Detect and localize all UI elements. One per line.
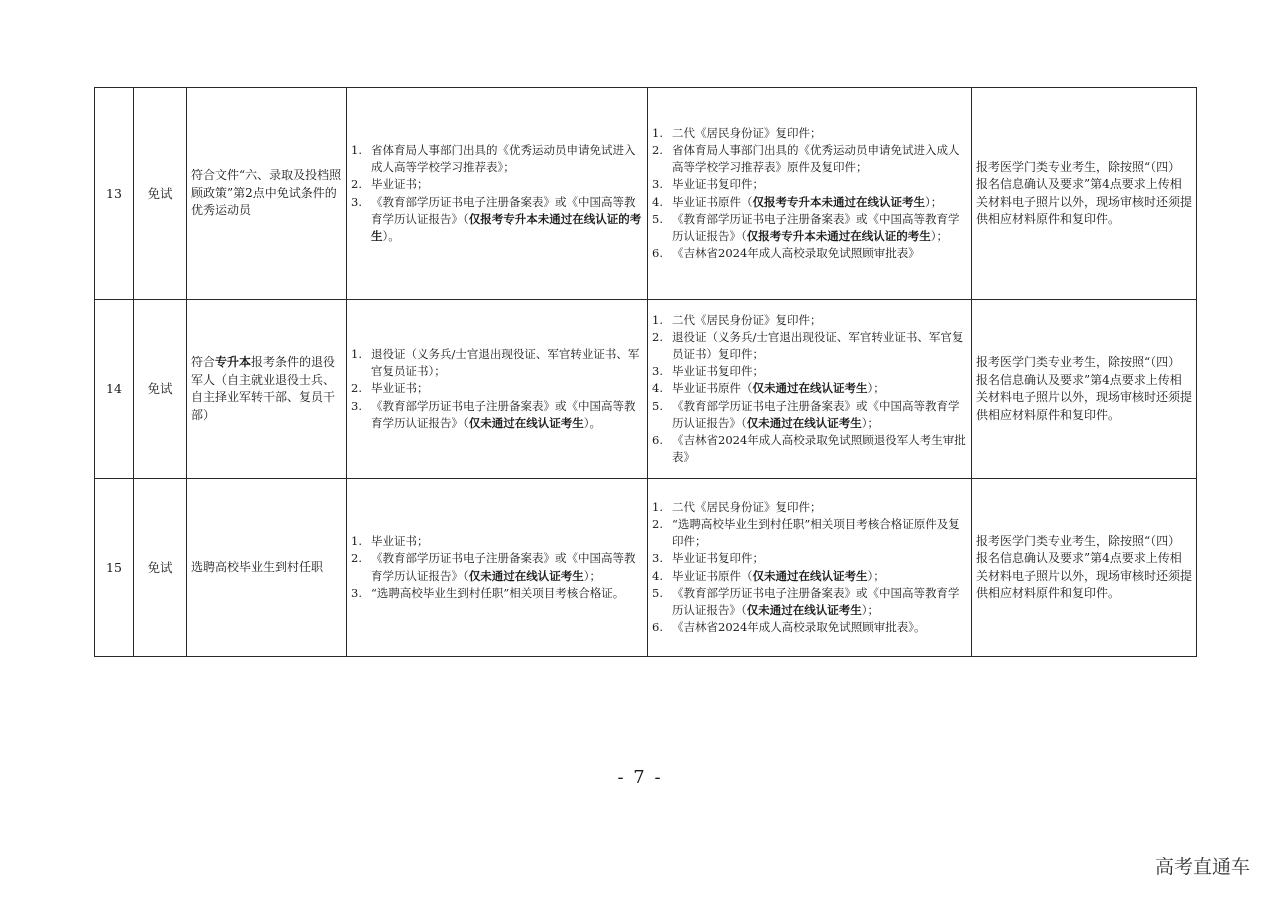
requirements-table <box>94 87 1197 657</box>
list-item: 1. 二代《居民身份证》复印件； <box>652 312 822 327</box>
list-item: 3. 《教育部学历证书电子注册备案表》或《中国高等教育学历认证报告》（仅报考专升本未通过在线认证的考生）。 <box>351 194 642 243</box>
note-cell: 报考医学门类专业考生，除按照“（四）报名信息确认及要求”第4点要求上传相关材料电子照片以外，现场审核时还须提供相应材料原件和复印件。 <box>972 479 1197 657</box>
list-item: 1. 省体育局人事部门出具的《优秀运动员申请免试进入成人高等学校学习推荐表》； <box>351 142 636 175</box>
list-item: 6. 《吉林省2024年成人高校录取免试照顾退役军人考生审批表》 <box>652 433 966 465</box>
onsite-materials-cell <box>648 300 972 479</box>
list-item: 1. 退役证（义务兵/士官退出现役证、军官转业证书、军官复员证书）； <box>351 346 640 379</box>
list-item: 3. 毕业证书复印件； <box>652 364 764 379</box>
list-item: 3. 《教育部学历证书电子注册备案表》或《中国高等教育学历认证报告》（仅未通过在线认证考生）。 <box>351 398 636 430</box>
online-materials-list <box>351 533 643 602</box>
list-item: 3. 毕业证书复印件； <box>652 177 764 192</box>
exam-type: 免试 <box>134 88 187 300</box>
list-item: 2. 退役证（义务兵/士官退出现役证、军官转业证书、军官复员证书）复印件； <box>652 329 964 361</box>
exam-type: 免试 <box>134 300 187 479</box>
list-item: 6. 《吉林省2024年成人高校录取免试照顾审批表》 <box>652 246 920 261</box>
table-row <box>95 300 1197 479</box>
list-item: 6. 《吉林省2024年成人高校录取免试照顾审批表》。 <box>652 620 926 635</box>
list-item: 1. 二代《居民身份证》复印件； <box>652 499 822 514</box>
note-cell: 报考医学门类专业考生，除按照“（四）报名信息确认及要求”第4点要求上传相关材料电子照片以外，现场审核时还须提供相应材料原件和复印件。 <box>972 88 1197 300</box>
list-item: 4. 毕业证书原件（仅未通过在线认证考生）； <box>652 381 885 396</box>
onsite-materials-cell <box>648 479 972 657</box>
note-cell: 报考医学门类专业考生，除按照“（四）报名信息确认及要求”第4点要求上传相关材料电子照片以外，现场审核时还须提供相应材料原件和复印件。 <box>972 300 1197 479</box>
condition-cell: 符合文件“六、录取及投档照顾政策”第2点中免试条件的优秀运动员 <box>187 88 347 300</box>
watermark: 高考直通车 <box>1154 856 1250 878</box>
list-item: 5. 《教育部学历证书电子注册备案表》或《中国高等教育学历认证报告》（仅报考专升本未通过在线认证的考生）； <box>652 211 960 243</box>
list-item: 3. “选聘高校毕业生到村任职”相关项目考核合格证。 <box>351 585 625 600</box>
online-materials-cell <box>347 479 648 657</box>
list-item: 2. 毕业证书； <box>351 381 429 396</box>
exam-type: 免试 <box>134 479 187 657</box>
list-item: 4. 毕业证书原件（仅报考专升本未通过在线认证考生）； <box>652 194 943 209</box>
online-materials-list <box>351 346 643 432</box>
list-item: 1. 二代《居民身份证》复印件； <box>652 125 822 140</box>
list-item: 3. 毕业证书复印件； <box>652 551 764 566</box>
condition-cell: 符合专升本报考条件的退役军人（自主就业退役士兵、自主择业军转干部、复员干部） <box>187 300 347 479</box>
row-number: 14 <box>95 300 134 479</box>
list-item: 2. “选聘高校毕业生到村任职”相关项目考核合格证原件及复印件； <box>652 516 960 549</box>
onsite-materials-list <box>652 125 967 263</box>
row-number: 15 <box>95 479 134 657</box>
page-number: - 7 - <box>617 767 663 788</box>
list-item: 2. 毕业证书； <box>351 177 429 192</box>
onsite-materials-cell <box>648 88 972 300</box>
table-row <box>95 88 1197 300</box>
online-materials-list <box>351 142 643 245</box>
row-number: 13 <box>95 88 134 300</box>
online-materials-cell <box>347 88 648 300</box>
onsite-materials-list <box>652 499 967 637</box>
list-item: 5. 《教育部学历证书电子注册备案表》或《中国高等教育学历认证报告》（仅未通过在线认证考生）； <box>652 585 960 617</box>
list-item: 2. 《教育部学历证书电子注册备案表》或《中国高等教育学历认证报告》（仅未通过在线认证考生）； <box>351 551 636 583</box>
list-item: 4. 毕业证书原件（仅未通过在线认证考生）； <box>652 568 885 583</box>
onsite-materials-list <box>652 312 967 467</box>
online-materials-cell <box>347 300 648 479</box>
list-item: 5. 《教育部学历证书电子注册备案表》或《中国高等教育学历认证报告》（仅未通过在线认证考生）； <box>652 398 960 430</box>
list-item: 2. 省体育局人事部门出具的《优秀运动员申请免试进入成人高等学校学习推荐表》原件及复印件； <box>652 142 960 175</box>
list-item: 1. 毕业证书； <box>351 534 429 549</box>
condition-cell: 选聘高校毕业生到村任职 <box>187 479 347 657</box>
table-row <box>95 479 1197 657</box>
